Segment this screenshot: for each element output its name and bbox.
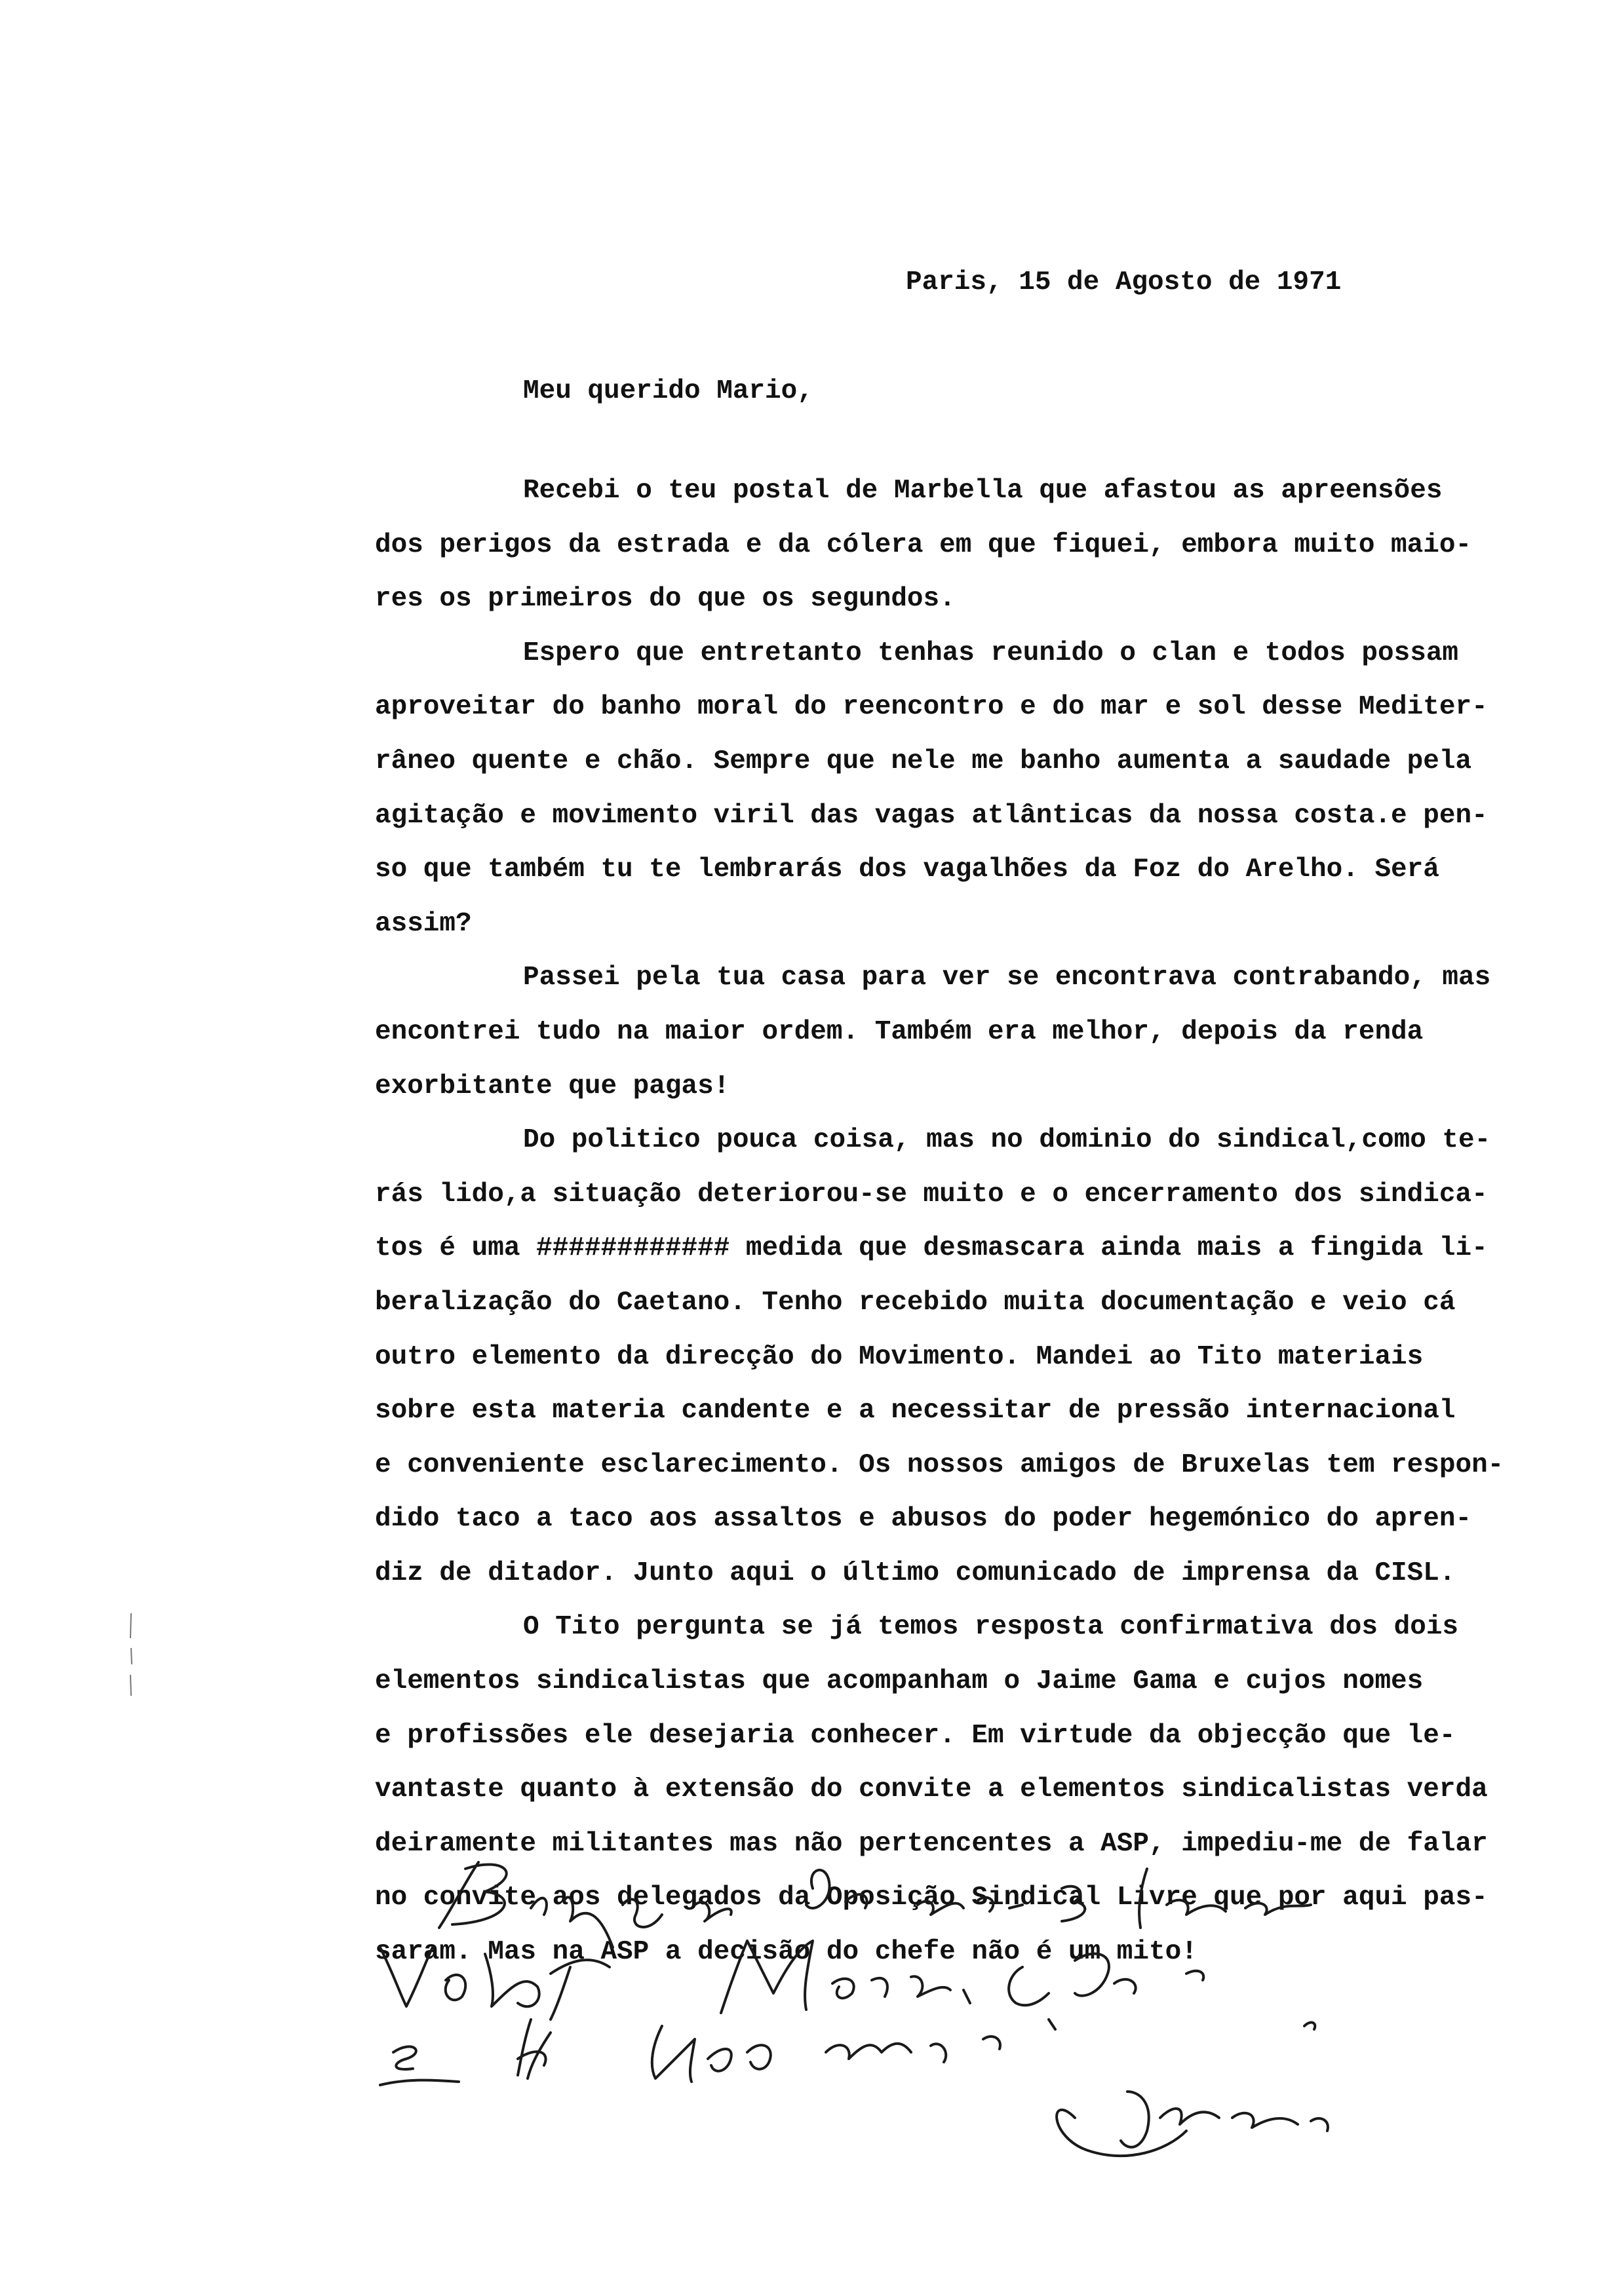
letter-line: saram. Mas na ASP a decisão do chefe não é um mito! [375,1937,1197,1968]
letter-line: exorbitante que pagas! [375,1071,730,1101]
letter-line: outro elemento da direcção do Movimento. Mandei ao Tito materiais [375,1341,1424,1372]
salutation: Meu querido Mario, [523,376,813,406]
letter-line: encontrei tudo na maior ordem. Também era melhor, depois da renda [375,1016,1424,1047]
letter-line: rás lido,a situação deteriorou-se muito e o encerramento dos sindica- [375,1179,1488,1210]
letter-line: dos perigos da estrada e da cólera em que fiquei, embora muito maio- [375,529,1472,560]
letter-line: res os primeiros do que os segundos. [375,584,956,615]
letter-body [375,464,1568,1980]
letter-line: e profissões ele desejaria conhecer. Em virtude da objecção que le- [375,1720,1456,1751]
letter-line: elementos sindicalistas que acompanham o Jaime Gama e cujos nomes [375,1666,1424,1697]
dateline: Paris, 15 de Agosto de 1971 [906,267,1342,297]
letter-line: Do politico pouca coisa, mas no dominio do sindical,como te- [523,1125,1491,1156]
letter-line: râneo quente e chão. Sempre que nele me banho aumenta a saudade pela [375,746,1472,776]
letter-line: diz de ditador. Junto aqui o último comunicado de imprensa da CISL. [375,1558,1456,1588]
letter-line: no convite aos delegados da Oposição Sindical Livre que por aqui pas- [375,1883,1488,1913]
letter-line: e conveniente esclarecimento. Os nossos amigos de Bruxelas tem respon- [375,1449,1504,1480]
letter-line: Recebi o teu postal de Marbella que afastou as apreensões [523,476,1443,506]
letter-line: aproveitar do banho moral do reencontro e do mar e sol desse Mediter- [375,692,1488,723]
handwritten-signature [354,1843,1586,2210]
letter-line: agitação e movimento viril das vagas atlânticas da nossa costa.e pen- [375,800,1488,831]
letter-line: dido taco a taco aos assaltos e abusos do poder hegemónico do apren- [375,1504,1472,1535]
letter-line: sobre esta materia candente e a necessitar de pressão internacional [375,1396,1456,1426]
margin-mark [128,1612,134,1697]
letter-line: tos é uma ############ medida que desmascara ainda mais a fingida li- [375,1233,1488,1264]
letter-line: vantaste quanto à extensão do convite a elementos sindicalistas verda [375,1774,1488,1805]
letter-line: O Tito pergunta se já temos resposta confirmativa dos dois [523,1612,1459,1643]
letter-line: so que também tu te lembrarás dos vagalhões da Foz do Arelho. Será [375,854,1439,885]
letter-line: beralização do Caetano. Tenho recebido muita documentação e veio cá [375,1287,1456,1318]
letter-line: Espero que entretanto tenhas reunido o clan e todos possam [523,638,1459,668]
letter-line: Passei pela tua casa para ver se encontrava contrabando, mas [523,963,1491,993]
letter-line: deiramente militantes mas não pertencentes a ASP, impediu-me de falar [375,1828,1488,1859]
letter-line: assim? [375,908,472,939]
